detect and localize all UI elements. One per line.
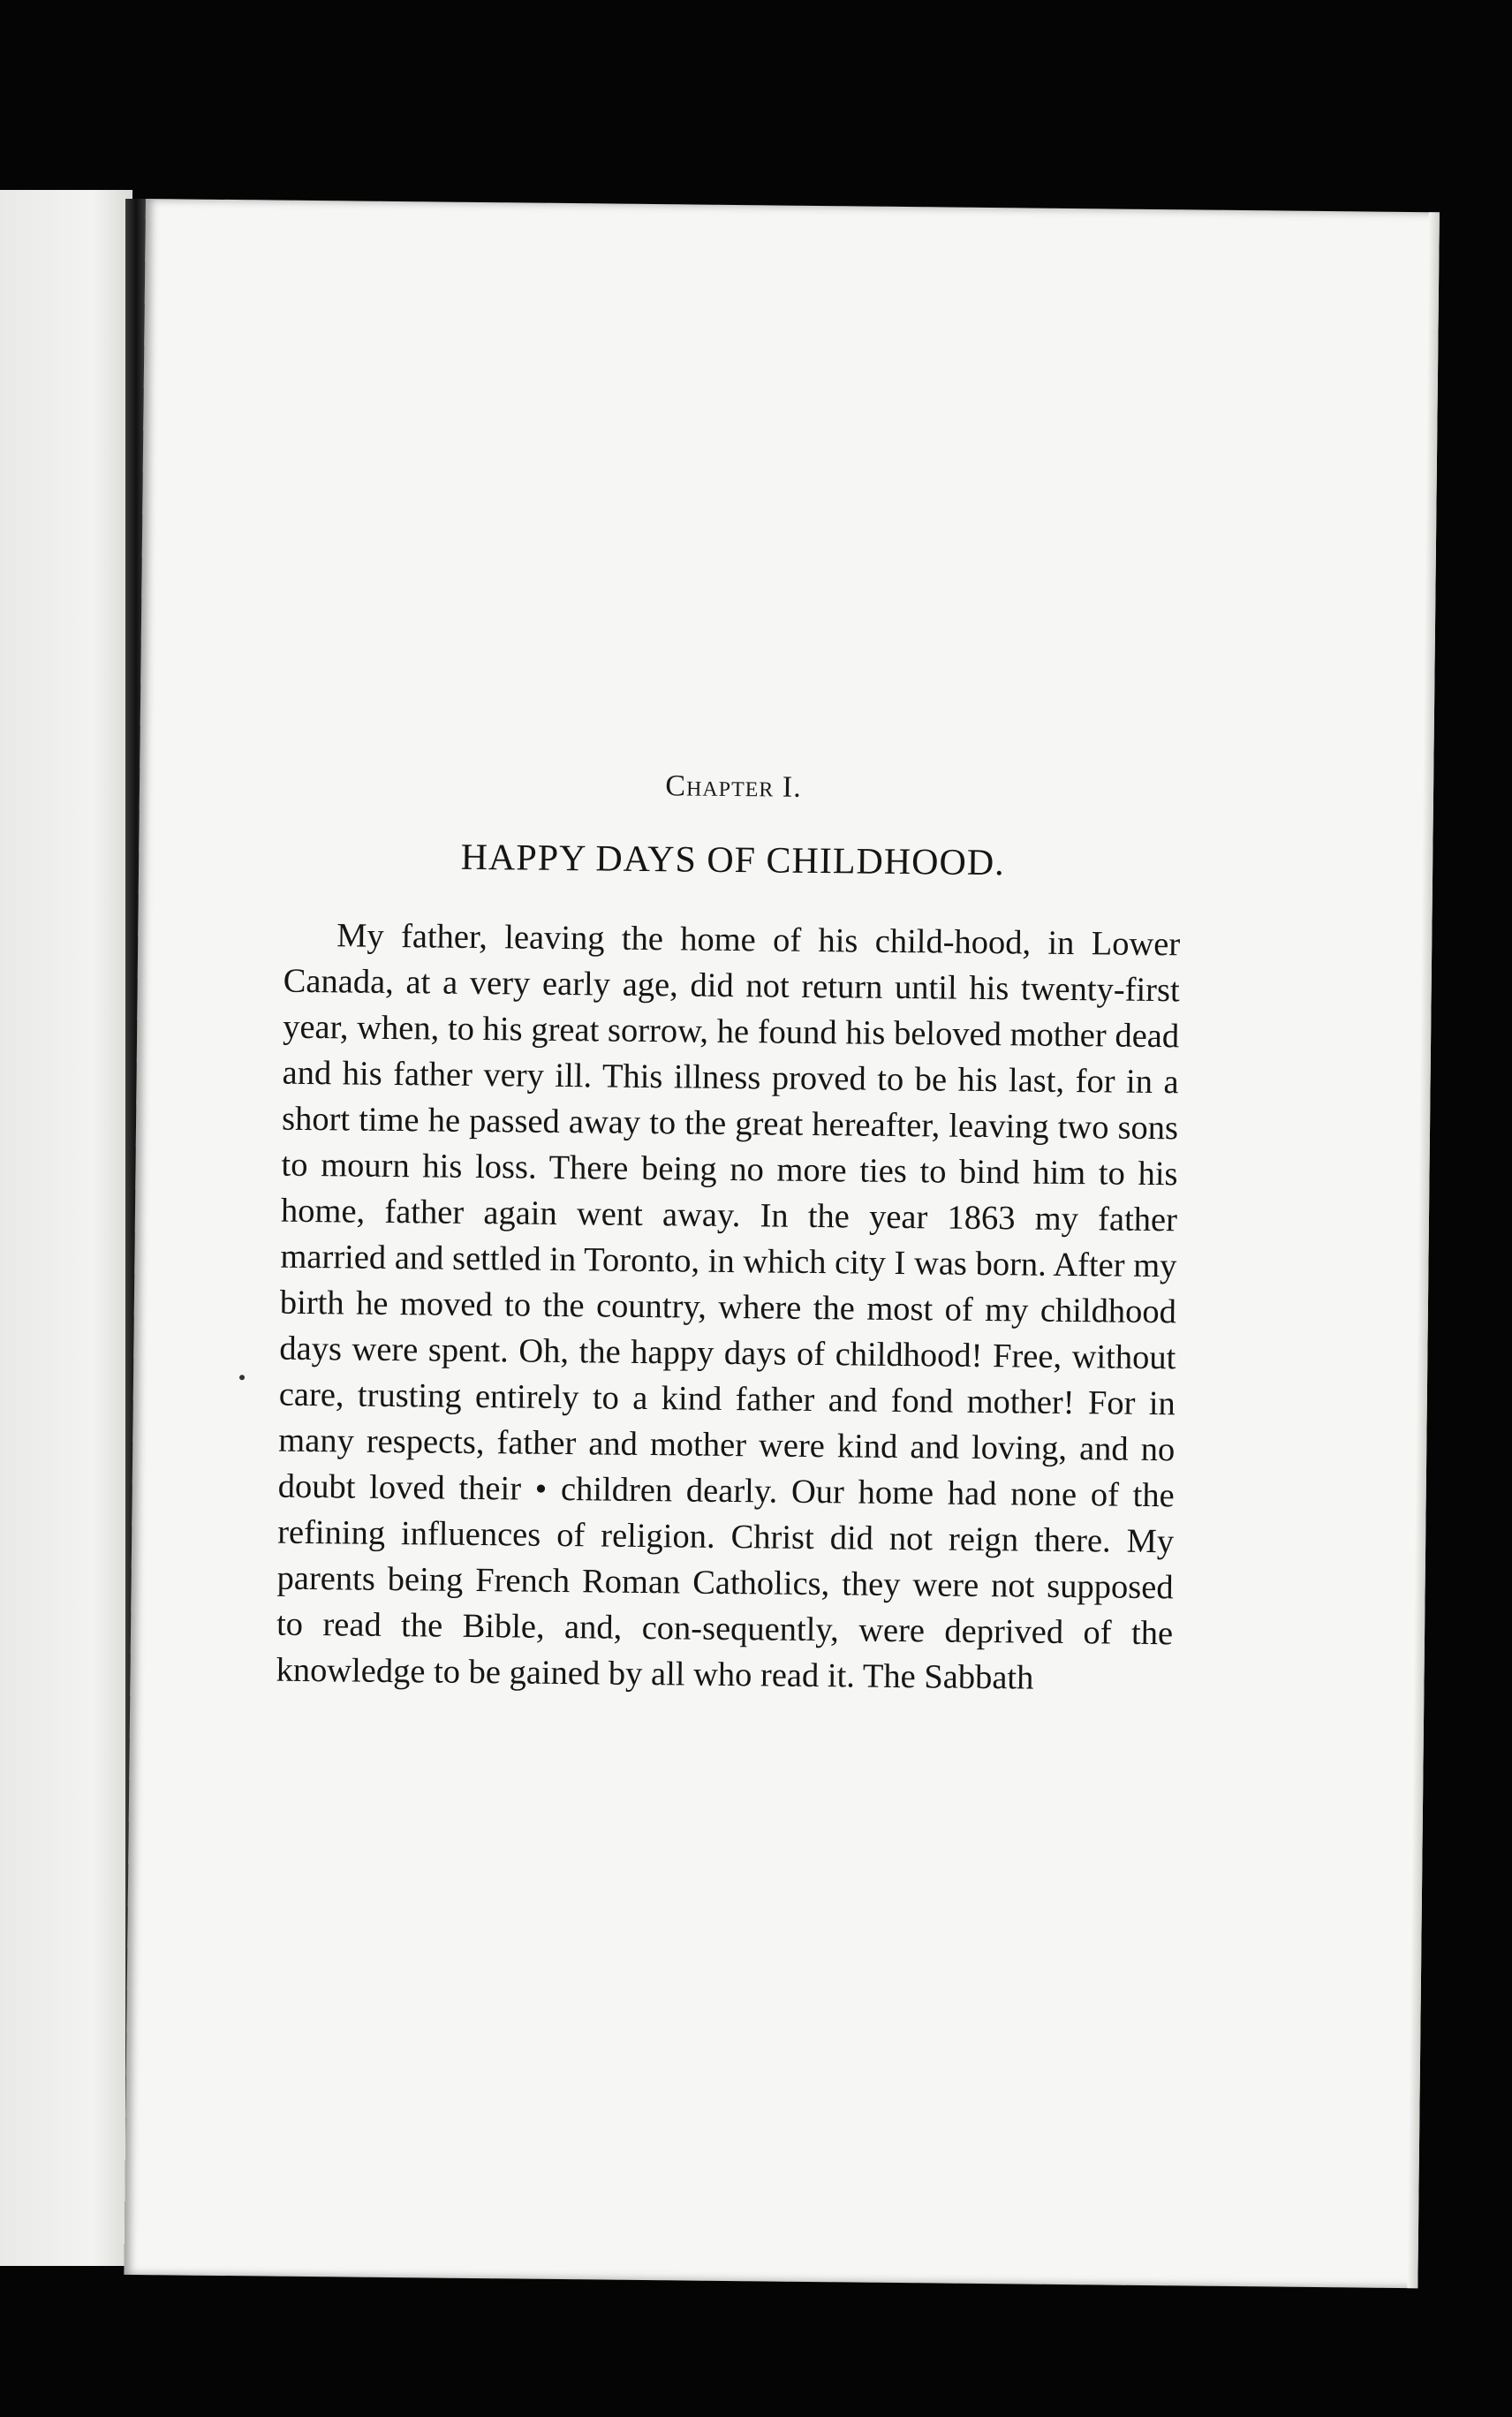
chapter-label: Chapter I. (665, 769, 802, 804)
chapter-title: HAPPY DAYS OF CHILDHOOD. (460, 837, 1005, 884)
book-page (124, 199, 1440, 2288)
previous-page-edge (0, 190, 132, 2266)
stray-mark (239, 1375, 245, 1380)
body-paragraph: My father, leaving the home of his child-hood, in Lower Canada, at a very early age, did not return until his twenty-first year, when, to his great sorrow, he found his beloved mother dead and his father very ill. This illness proved to be his last, for in a short time he passed away to the great hereafter, leaving two sons to mourn his loss. There being no more ties to bind him to his home, father again went away. In the year 1863 my father married and settled in Toronto, in which city I was born. After my birth he moved to the country, where the most of my childhood days were spent. Oh, the happy days of childhood! Free, without care, trusting entirely to a kind father and fond mother! For in many respects, father and mother were kind and loving, and no doubt loved their • children dearly. Our home had none of the refining influences of religion. Christ did not reign there. My parents being French Roman Catholics, they were not supposed to read the Bible, and, con-sequently, were deprived of the knowledge to be gained by all who read it. The Sabbath (276, 917, 1181, 1697)
page-content (276, 766, 1182, 1703)
